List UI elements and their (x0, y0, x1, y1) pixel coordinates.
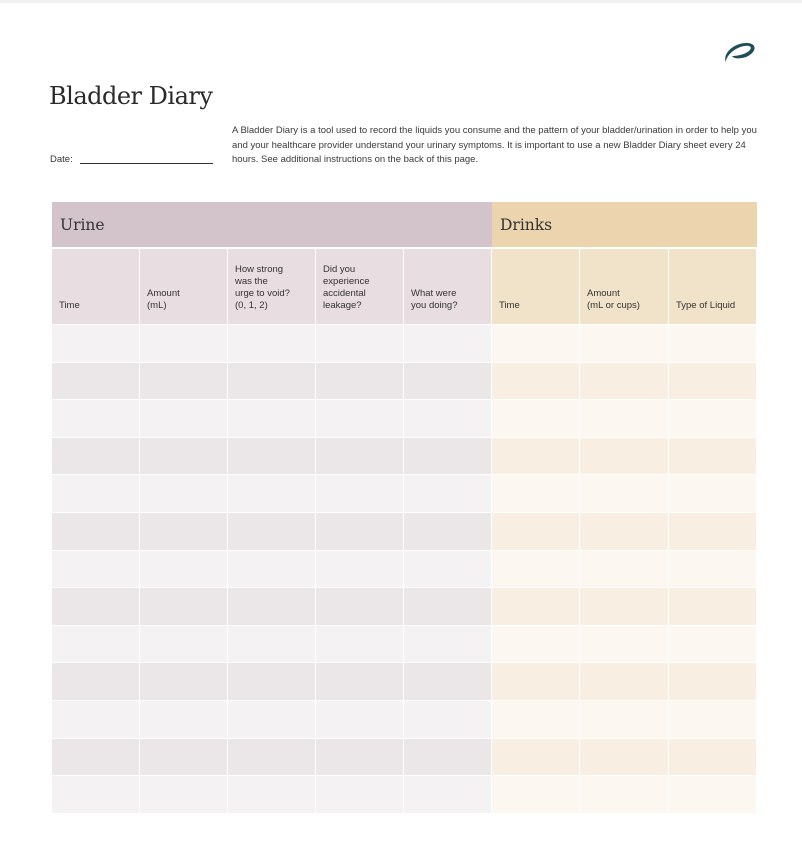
table-cell[interactable] (140, 475, 228, 513)
table-cell[interactable] (580, 438, 669, 476)
table-row (52, 739, 757, 777)
table-cell[interactable] (52, 701, 140, 739)
table-row (52, 400, 757, 438)
table-cell[interactable] (228, 513, 316, 551)
table-row (52, 551, 757, 589)
table-cell[interactable] (404, 701, 492, 739)
table-cell[interactable] (404, 363, 492, 401)
table-cell[interactable] (404, 513, 492, 551)
group-header-row (52, 202, 757, 247)
table-cell[interactable] (492, 325, 580, 363)
table-row (52, 626, 757, 664)
table-cell[interactable] (492, 438, 580, 476)
bladder-diary-table (52, 202, 757, 814)
table-cell[interactable] (316, 325, 404, 363)
table-cell[interactable] (316, 513, 404, 551)
table-cell[interactable] (52, 739, 140, 777)
table-cell[interactable] (316, 363, 404, 401)
table-cell[interactable] (228, 626, 316, 664)
table-cell[interactable] (404, 663, 492, 701)
table-cell[interactable] (316, 776, 404, 814)
table-cell[interactable] (140, 663, 228, 701)
table-cell[interactable] (228, 551, 316, 589)
table-cell[interactable] (140, 551, 228, 589)
table-cell[interactable] (140, 739, 228, 777)
table-cell[interactable] (492, 739, 580, 777)
table-cell[interactable] (492, 588, 580, 626)
table-cell[interactable] (140, 363, 228, 401)
table-cell[interactable] (492, 626, 580, 664)
table-cell[interactable] (316, 739, 404, 777)
table-row (52, 588, 757, 626)
table-row (52, 325, 757, 363)
table-cell[interactable] (140, 701, 228, 739)
top-border (0, 0, 802, 3)
table-cell[interactable] (669, 739, 757, 777)
table-cell[interactable] (140, 400, 228, 438)
column-header-drinks-amount: Amount (mL or cups) (580, 249, 669, 324)
table-cell[interactable] (404, 551, 492, 589)
table-cell[interactable] (316, 400, 404, 438)
table-cell[interactable] (140, 588, 228, 626)
table-cell[interactable] (228, 363, 316, 401)
table-cell[interactable] (52, 363, 140, 401)
table-cell[interactable] (316, 438, 404, 476)
table-cell[interactable] (492, 701, 580, 739)
table-cell[interactable] (580, 513, 669, 551)
date-label: Date: (50, 154, 73, 165)
table-cell[interactable] (52, 776, 140, 814)
table-cell[interactable] (52, 475, 140, 513)
table-cell[interactable] (492, 776, 580, 814)
table-cell[interactable] (580, 475, 669, 513)
intro-paragraph: A Bladder Diary is a tool used to record the liquids you consume and the pattern of your bladder/urination in order to help you and your healthcare provider understand your urinary symptoms. It is important to use a new Bladder Diary sheet every 24 hours. See additional instructions on the back of this page. (232, 125, 757, 165)
table-cell[interactable] (228, 701, 316, 739)
table-cell[interactable] (316, 626, 404, 664)
column-header-activity: What were you doing? (404, 249, 492, 324)
column-header-liquid-type: Type of Liquid (669, 249, 757, 324)
table-cell[interactable] (669, 513, 757, 551)
table-body (52, 325, 757, 814)
table-row (52, 776, 757, 814)
column-header-row (52, 249, 757, 324)
column-header-drinks-time: Time (492, 249, 580, 324)
page-title: Bladder Diary (49, 82, 213, 110)
table-cell[interactable] (580, 400, 669, 438)
table-cell[interactable] (404, 588, 492, 626)
table-cell[interactable] (669, 551, 757, 589)
date-field[interactable] (80, 163, 213, 164)
table-cell[interactable] (669, 475, 757, 513)
table-cell[interactable] (492, 663, 580, 701)
table-cell[interactable] (669, 400, 757, 438)
table-cell[interactable] (669, 701, 757, 739)
table-cell[interactable] (580, 701, 669, 739)
table-cell[interactable] (52, 513, 140, 551)
table-cell[interactable] (404, 438, 492, 476)
table-cell[interactable] (580, 776, 669, 814)
table-cell[interactable] (140, 626, 228, 664)
table-cell[interactable] (404, 475, 492, 513)
table-cell[interactable] (140, 513, 228, 551)
table-cell[interactable] (580, 588, 669, 626)
table-cell[interactable] (669, 776, 757, 814)
table-cell[interactable] (52, 626, 140, 664)
table-cell[interactable] (492, 513, 580, 551)
table-cell[interactable] (404, 776, 492, 814)
column-header-urine-time: Time (52, 249, 140, 324)
table-cell[interactable] (228, 588, 316, 626)
table-cell[interactable] (228, 776, 316, 814)
table-cell[interactable] (404, 400, 492, 438)
table-cell[interactable] (52, 551, 140, 589)
table-cell[interactable] (228, 475, 316, 513)
table-cell[interactable] (669, 588, 757, 626)
table-cell[interactable] (52, 400, 140, 438)
table-row (52, 663, 757, 701)
table-cell[interactable] (580, 663, 669, 701)
table-row (52, 513, 757, 551)
table-cell[interactable] (580, 325, 669, 363)
column-header-urge-strength: How strong was the urge to void? (0, 1, 2) (228, 249, 316, 324)
table-cell[interactable] (669, 438, 757, 476)
table-cell[interactable] (316, 475, 404, 513)
table-cell[interactable] (140, 438, 228, 476)
table-cell[interactable] (316, 551, 404, 589)
table-cell[interactable] (580, 626, 669, 664)
table-cell[interactable] (52, 663, 140, 701)
table-cell[interactable] (316, 663, 404, 701)
table-cell[interactable] (140, 325, 228, 363)
table-cell[interactable] (580, 551, 669, 589)
table-cell[interactable] (580, 739, 669, 777)
table-cell[interactable] (492, 475, 580, 513)
table-cell[interactable] (228, 739, 316, 777)
table-row (52, 363, 757, 401)
table-cell[interactable] (580, 363, 669, 401)
table-cell[interactable] (669, 325, 757, 363)
table-cell[interactable] (228, 438, 316, 476)
table-cell[interactable] (669, 663, 757, 701)
table-cell[interactable] (52, 438, 140, 476)
table-row (52, 701, 757, 739)
table-cell[interactable] (492, 400, 580, 438)
table-cell[interactable] (404, 626, 492, 664)
table-row (52, 475, 757, 513)
table-cell[interactable] (52, 588, 140, 626)
table-cell[interactable] (404, 739, 492, 777)
drinks-group-header: Drinks (492, 202, 757, 247)
table-cell[interactable] (404, 325, 492, 363)
table-cell[interactable] (669, 626, 757, 664)
table-cell[interactable] (228, 663, 316, 701)
urine-group-header: Urine (52, 202, 492, 247)
table-cell[interactable] (669, 363, 757, 401)
table-cell[interactable] (492, 551, 580, 589)
table-row (52, 438, 757, 476)
table-cell[interactable] (316, 588, 404, 626)
column-header-leakage: Did you experience accidental leakage? (316, 249, 404, 324)
table-cell[interactable] (492, 363, 580, 401)
table-cell[interactable] (316, 701, 404, 739)
table-cell[interactable] (228, 400, 316, 438)
swirl-logo-icon (720, 38, 760, 68)
column-header-urine-amount: Amount (mL) (140, 249, 228, 324)
table-cell[interactable] (140, 776, 228, 814)
table-cell[interactable] (228, 325, 316, 363)
table-cell[interactable] (52, 325, 140, 363)
